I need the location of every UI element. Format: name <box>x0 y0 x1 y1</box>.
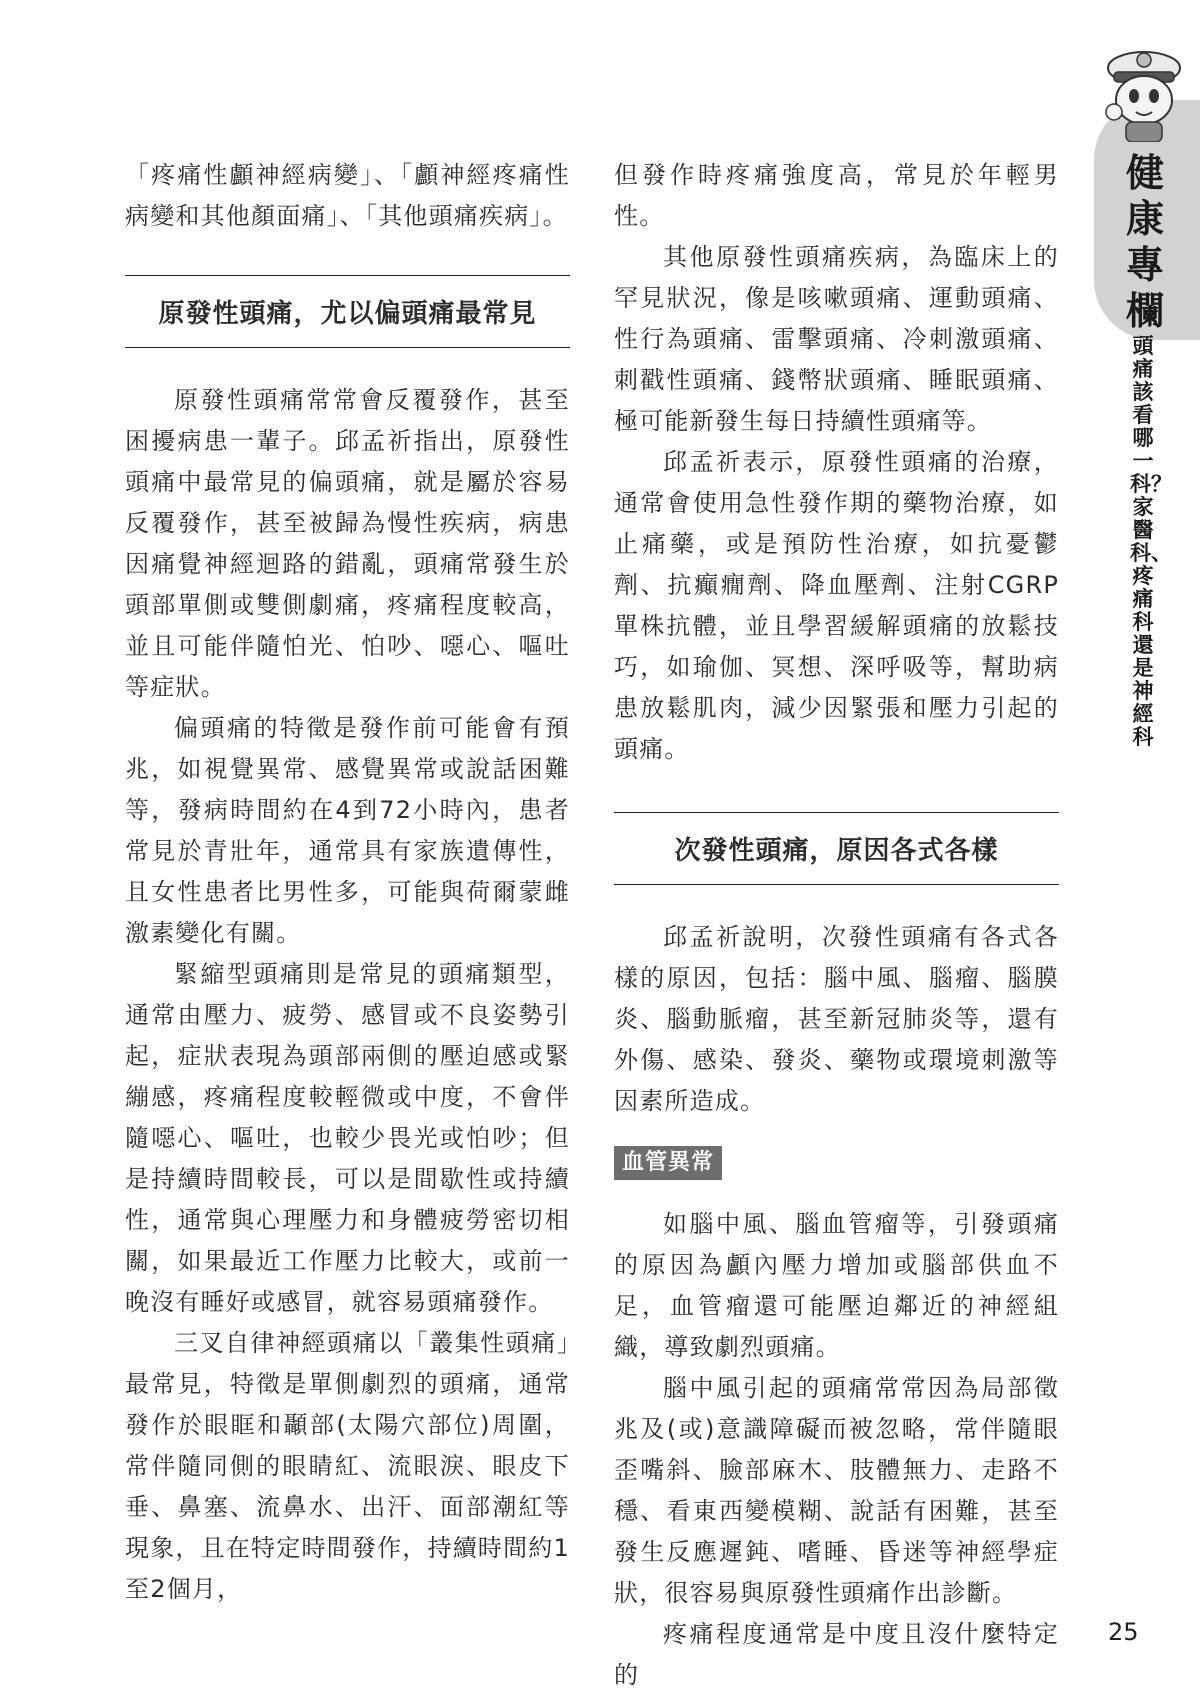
mascot-police-officer-icon <box>1100 42 1186 142</box>
paragraph: 原發性頭痛常常會反覆發作，甚至困擾病患一輩子。邱孟祈指出，原發性頭痛中最常見的偏頭痛，就是屬於容易反覆發作，甚至被歸為慢性疾病，病患因痛覺神經迴路的錯亂，頭痛常發生於頭部單側或雙側劇痛，疼痛程度較高，並且可能伴隨怕光、怕吵、噁心、嘔吐等症狀。 <box>125 386 570 701</box>
subsection-tag-vascular: 血管異常 <box>614 1146 722 1180</box>
subsection-tag-wrap <box>614 1146 1059 1180</box>
left-column <box>125 155 570 1610</box>
section-heading-primary-headache: 原發性頭痛，尤以偏頭痛最常見 <box>125 275 570 348</box>
column-title: 健康專欄 <box>1125 151 1164 333</box>
paragraph: 三叉自律神經頭痛以「叢集性頭痛」最常見，特徵是單側劇烈的頭痛，通常發作於眼眶和顳部(太陽穴部位)周圍，常伴隨同側的眼睛紅、流眼淚、眼皮下垂、鼻塞、流鼻水、出汗、面部潮紅等現象，且在特定時間發作，持續時間約1至2個月， <box>125 1329 570 1603</box>
paragraph: 偏頭痛的特徵是發作前可能會有預兆，如視覺異常、感覺異常或說話困難等，發病時間約在4到72小時內，患者常見於青壯年，通常具有家族遺傳性，且女性患者比男性多，可能與荷爾蒙雌激素變化有關。 <box>125 714 570 947</box>
article-title-vertical: 頭痛該看哪一科？家醫科、疼痛科還是神經科 <box>1130 334 1172 749</box>
paragraph: 如腦中風、腦血管瘤等，引發頭痛的原因為顱內壓力增加或腦部供血不足，血管瘤還可能壓迫鄰近的神經組織，導致劇烈頭痛。 <box>614 1210 1059 1361</box>
section-heading-secondary-headache: 次發性頭痛，原因各式各樣 <box>614 812 1059 885</box>
right-column <box>614 155 1059 1696</box>
paragraph: 腦中風引起的頭痛常常因為局部徵兆及(或)意識障礙而被忽略，常伴隨眼歪嘴斜、臉部麻木、肢體無力、走路不穩、看東西變模糊、說話有困難，甚至發生反應遲鈍、嗜睡、昏迷等神經學症狀，很容易與原發性頭痛作出診斷。 <box>614 1374 1059 1607</box>
paragraph: 邱孟祈說明，次發性頭痛有各式各樣的原因，包括：腦中風、腦瘤、腦膜炎、腦動脈瘤，甚至新冠肺炎等，還有外傷、感染、發炎、藥物或環境刺激等因素所造成。 <box>614 923 1059 1115</box>
paragraph: 其他原發性頭痛疾病，為臨床上的罕見狀況，像是咳嗽頭痛、運動頭痛、性行為頭痛、雷擊頭痛、冷刺激頭痛、刺戳性頭痛、錢幣狀頭痛、睡眠頭痛、極可能新發生每日持續性頭痛等。 <box>614 243 1059 435</box>
page-number: 25 <box>1108 1618 1139 1646</box>
paragraph: 緊縮型頭痛則是常見的頭痛類型，通常由壓力、疲勞、感冒或不良姿勢引起，症狀表現為頭部兩側的壓迫感或緊繃感，疼痛程度較輕微或中度，不會伴隨噁心、嘔吐，也較少畏光或怕吵；但是持續時間較長，可以是間歇性或持續性，通常與心理壓力和身體疲勞密切相關，如果最近工作壓力比較大，或前一晚沒有睡好或感冒，就容易頭痛發作。 <box>125 960 570 1316</box>
paragraph: 邱孟祈表示，原發性頭痛的治療，通常會使用急性發作期的藥物治療，如止痛藥，或是預防性治療，如抗憂鬱劑、抗癲癇劑、降血壓劑、注射CGRP單株抗體，並且學習緩解頭痛的放鬆技巧，如瑜伽、冥想、深呼吸等，幫助病患放鬆肌肉，減少因緊張和壓力引起的頭痛。 <box>614 448 1059 763</box>
paragraph: 「疼痛性顱神經病變」、「顱神經疼痛性病變和其他顏面痛」、「其他頭痛疾病」。 <box>125 161 570 230</box>
paragraph: 疼痛程度通常是中度且沒什麼特定的 <box>614 1620 1059 1689</box>
paragraph: 但發作時疼痛強度高，常見於年輕男性。 <box>614 161 1059 230</box>
